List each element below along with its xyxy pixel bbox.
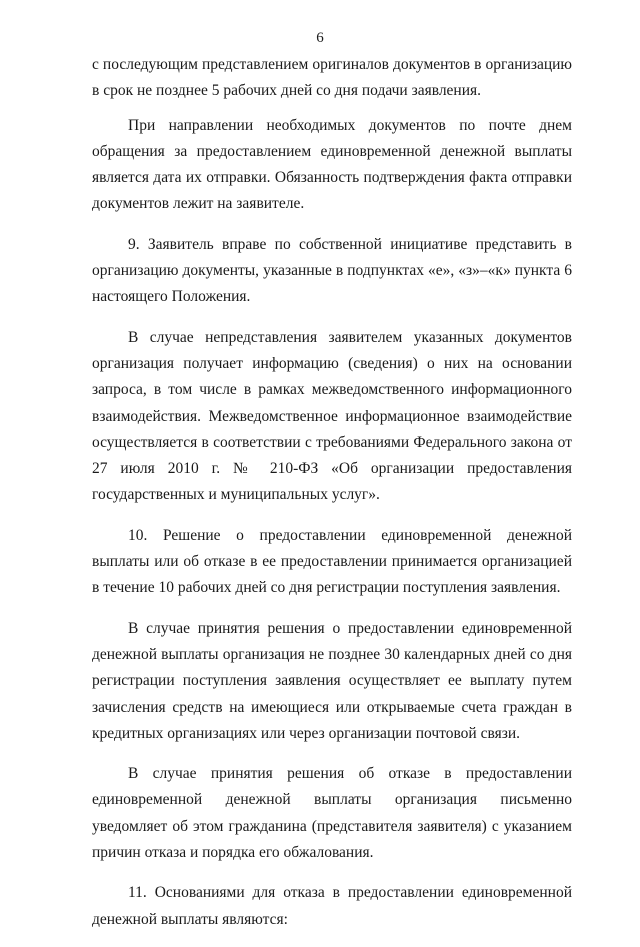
paragraph-refusal-decision: В случае принятия решения об отказе в предоставлении единовременной денежной выплаты организация письменно уведомляет об этом гражданина (представителя заявителя) с указанием причин отказа и порядка его обжалования. bbox=[92, 765, 572, 862]
paragraph-interagency-request: В случае непредставления заявителем указанных документов организация получает информацию (сведения) о них на основании запроса, в том числе в рамках межведомственного информационного взаимодействия. Межведомственное информационное взаимодействие осуществляется в соответствии с требованиями Федерального закона от 27 июля 2010 г. № 210-ФЗ «Об организации предоставления государственных и муниципальных услуг». bbox=[92, 328, 572, 504]
paragraph-continuation: с последующим представлением оригиналов документов в организацию в срок не позднее 5 рабочих дней со дня подачи заявления. bbox=[92, 56, 572, 100]
document-body bbox=[92, 52, 572, 947]
paragraph-postal-submission: При направлении необходимых документов по почте днем обращения за предоставлением единовременной денежной выплаты является дата их отправки. Обязанность подтверждения факта отправки документов лежит на заявителе. bbox=[92, 116, 572, 213]
paragraph-item-11: 11. Основаниями для отказа в предоставлении единовременной денежной выплаты являются: bbox=[92, 884, 572, 928]
paragraph-item-10: 10. Решение о предоставлении единовременной денежной выплаты или об отказе в ее предоставлении принимается организацией в течение 10 рабочих дней со дня регистрации поступления заявления. bbox=[92, 526, 572, 597]
paragraph-item-9: 9. Заявитель вправе по собственной инициативе представить в организацию документы, указанные в подпунктах «е», «з»–«к» пункта 6 настоящего Положения. bbox=[92, 235, 572, 306]
page-number: 6 bbox=[316, 30, 324, 46]
paragraph-payment-decision: В случае принятия решения о предоставлении единовременной денежной выплаты организация не позднее 30 календарных дней со дня регистрации поступления заявления осуществляет ее выплату путем зачисления средств на имеющиеся или открываемые счета граждан в кредитных организациях или через организации почтовой связи. bbox=[92, 619, 572, 742]
